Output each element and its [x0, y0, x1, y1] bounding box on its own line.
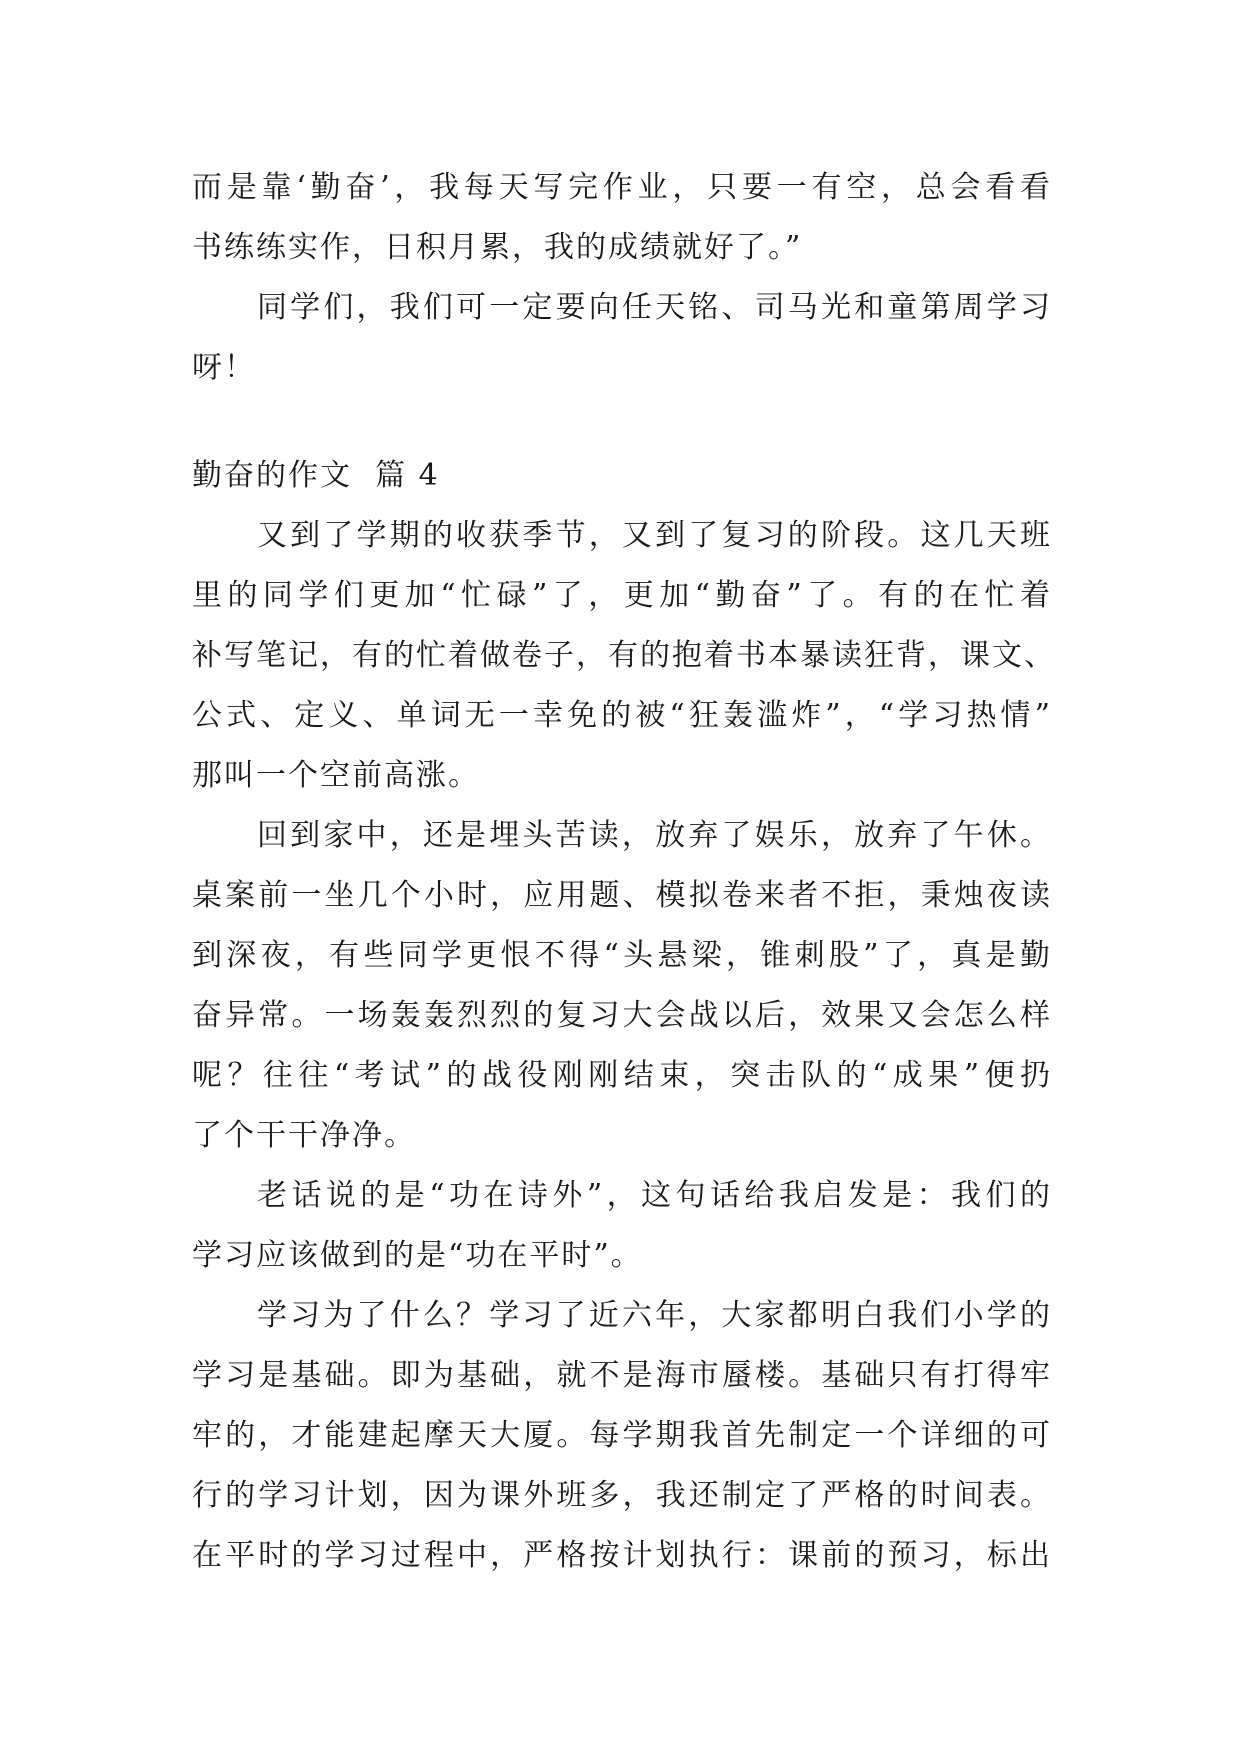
text-line: 老话说的是“功在诗外”，这句话给我启发是：我们的	[257, 1178, 1052, 1213]
text-line: 行的学习计划，因为课外班多，我还制定了严格的时间表。	[192, 1478, 1052, 1513]
text-line: 又到了学期的收获季节，又到了复习的阶段。这几天班	[257, 518, 1052, 553]
text-line: 同学们，我们可一定要向任天铭、司马光和童第周学习	[257, 290, 1052, 325]
text-line: 回到家中，还是埋头苦读，放弃了娱乐，放弃了午休。	[257, 818, 1052, 853]
text-line: 呀！	[192, 350, 256, 385]
text-line: 学习是基础。即为基础，就不是海市蜃楼。基础只有打得牢	[192, 1358, 1052, 1393]
text-line: 补写笔记，有的忙着做卷子，有的抱着书本暴读狂背，课文、	[192, 638, 1056, 673]
text-line: 里的同学们更加“忙碌”了，更加“勤奋”了。有的在忙着	[192, 578, 1052, 613]
text-line: 奋异常。一场轰轰烈烈的复习大会战以后，效果又会怎么样	[192, 998, 1052, 1033]
text-line: 到深夜，有些同学更恨不得“头悬梁，锥刺股”了，真是勤	[192, 938, 1052, 973]
text-line: 公式、定义、单词无一幸免的被“狂轰滥炸”，“学习热情”	[192, 698, 1052, 733]
text-line: 学习为了什么？学习了近六年，大家都明白我们小学的	[257, 1298, 1052, 1333]
text-line: 那叫一个空前高涨。	[192, 758, 480, 793]
text-line: 在平时的学习过程中，严格按计划执行：课前的预习，标出	[192, 1538, 1052, 1573]
text-line: 而是靠‘勤奋’，我每天写完作业，只要一有空，总会看看	[192, 170, 1052, 205]
text-line: 桌案前一坐几个小时，应用题、模拟卷来者不拒，秉烛夜读	[192, 878, 1052, 913]
text-line: 了个干干净净。	[192, 1118, 416, 1153]
text-line: 呢？往往“考试”的战役刚刚结束，突击队的“成果”便扔	[192, 1058, 1052, 1093]
text-line: 书练练实作，日积月累，我的成绩就好了。”	[192, 230, 803, 265]
section-heading: 勤奋的作文 篇 4	[192, 458, 440, 493]
text-line: 牢的，才能建起摩天大厦。每学期我首先制定一个详细的可	[192, 1418, 1052, 1453]
text-line: 学习应该做到的是“功在平时”。	[192, 1238, 643, 1273]
